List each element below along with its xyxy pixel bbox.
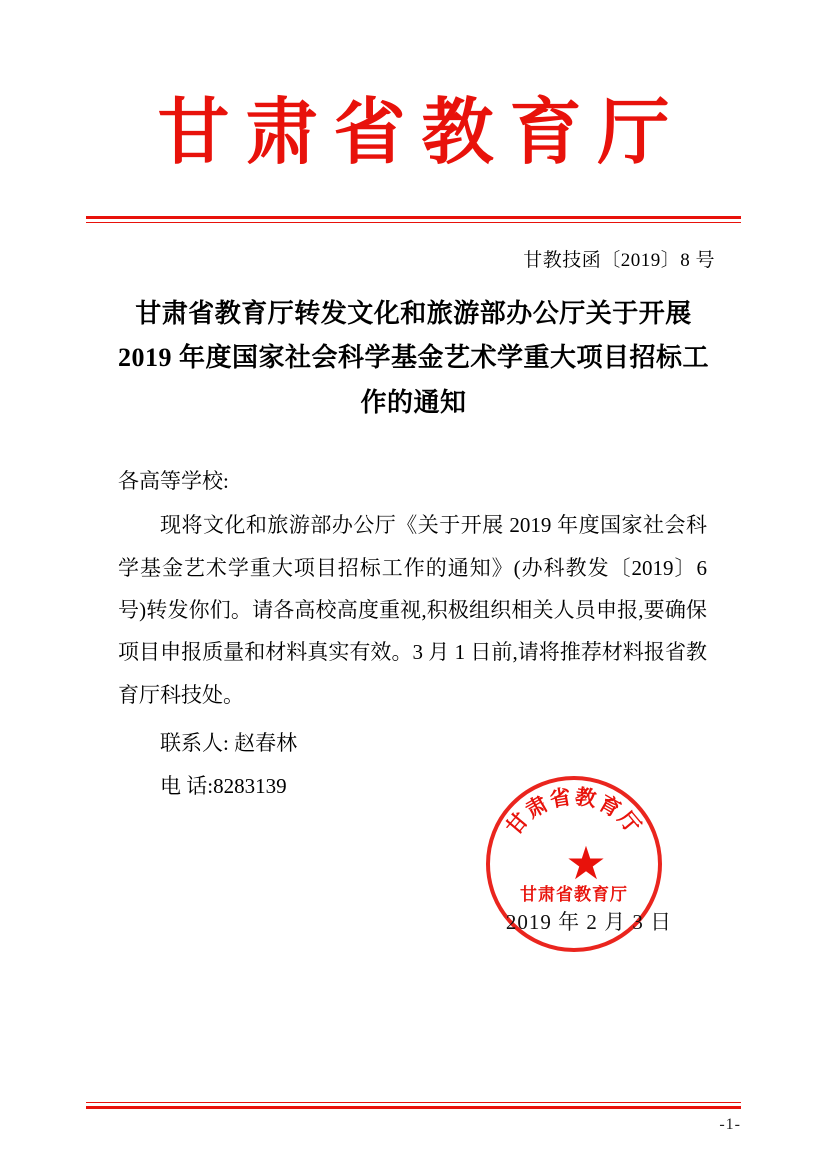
footer-rule-thick	[86, 1106, 741, 1109]
seal-date: 2019 年 2 月 3 日	[505, 910, 673, 934]
salutation: 各高等学校:	[118, 468, 229, 493]
seal-org-label: 甘肃省教育厅	[520, 885, 628, 904]
footer	[86, 1102, 741, 1133]
contact-phone: 电 话:8283139	[160, 773, 287, 798]
letterhead-org-title: 甘肃省教育厅	[157, 93, 686, 173]
official-seal	[486, 776, 686, 976]
header-rule-thick	[86, 216, 741, 219]
header-divider	[86, 216, 741, 223]
document-title: 甘肃省教育厅转发文化和旅游部办公厅关于开展 2019 年度国家社会科学基金艺术学重大项目招标工作的通知	[118, 298, 710, 418]
svg-text:甘肃省教育厅	[501, 784, 646, 839]
document-body	[118, 460, 707, 807]
document-number: 甘教技函〔2019〕8 号	[523, 249, 715, 271]
body-paragraph-1: 现将文化和旅游部办公厅《关于开展 2019 年度国家社会科学基金艺术学重大项目招标工作的通知》(办科教发〔2019〕6 号)转发你们。请各高校高度重视,积极组织相关人员申报,要确保项目申报质量和材料真实有效。3 月 1 日前,请将推荐材料报省教育厅科技处。	[118, 513, 707, 707]
seal-arc-label: 甘肃省教育厅	[501, 784, 647, 840]
contact-person: 联系人: 赵春林	[160, 731, 298, 756]
page-number: -1-	[719, 1116, 741, 1133]
footer-rule-thin	[86, 1102, 741, 1103]
header-rule-thin	[86, 222, 741, 223]
seal-star-icon: ★	[565, 838, 607, 889]
letterhead	[0, 0, 827, 172]
